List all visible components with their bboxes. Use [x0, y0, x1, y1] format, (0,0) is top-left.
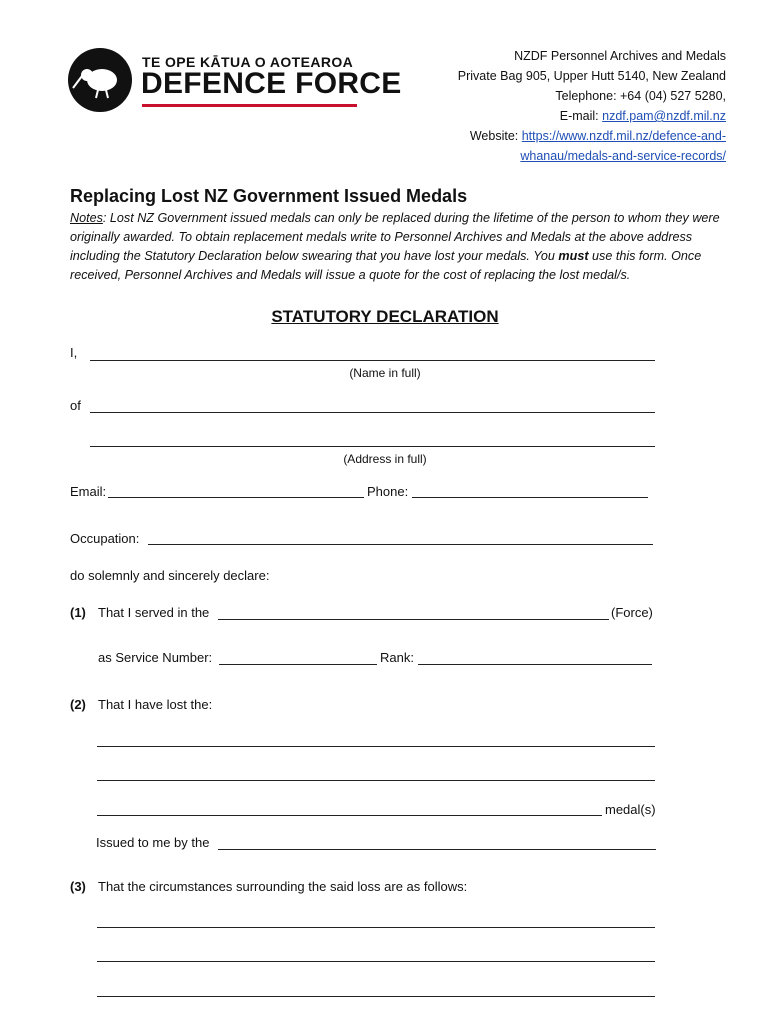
item2-text: That I have lost the: [98, 697, 213, 712]
circumstances-field-line2[interactable] [97, 961, 655, 962]
notes-must: must [558, 249, 589, 263]
issued-label: Issued to me by the [96, 835, 210, 850]
contact-line-address: Private Bag 905, Upper Hutt 5140, New Zealand [457, 69, 726, 83]
phone-field-label: Phone: [367, 484, 409, 499]
rank-field[interactable] [418, 664, 652, 665]
item3-text: That the circumstances surrounding the said loss are as follows: [98, 879, 468, 894]
lost-medals-field-line1[interactable] [97, 746, 655, 747]
email-field[interactable] [108, 497, 364, 498]
contact-block [458, 46, 726, 166]
name-field[interactable] [90, 360, 655, 361]
name-caption: (Name in full) [349, 366, 421, 380]
medals-label: medal(s) [605, 802, 656, 817]
notes-text-1: : Lost NZ Government issued medals can only be replaced during the lifetime of the person to whom they were originally awarded. To obtain replacement medals write to Personnel Archives and Medals at the above address including the Statutory Declaration below swearing that you have lost your medals. You [70, 211, 720, 263]
notes-text-2: use this form. Once received, Personnel Archives and Medals will issue a quote for the cost of replacing the lost medal/s. [70, 249, 702, 282]
item3-number: (3) [70, 879, 86, 894]
service-number-field[interactable] [219, 664, 377, 665]
declaration-heading: STATUTORY DECLARATION [271, 307, 499, 326]
address-caption: (Address in full) [343, 452, 427, 466]
website-link-part1[interactable]: https://www.nzdf.mil.nz/defence-and- [521, 129, 726, 143]
issued-by-field[interactable] [218, 849, 656, 850]
logo-title: DEFENCE FORCE [141, 67, 402, 100]
email-link[interactable]: nzdf.pam@nzdf.mil.nz [602, 109, 726, 123]
of-label: of [70, 398, 81, 413]
lost-medals-field-line2[interactable] [97, 780, 655, 781]
item1-number: (1) [70, 605, 86, 620]
email-label: E-mail: [559, 109, 603, 123]
item2-number: (2) [70, 697, 86, 712]
contact-line-website-cont [458, 146, 726, 166]
contact-line-archives: NZDF Personnel Archives and Medals [514, 49, 726, 63]
i-label: I, [70, 345, 78, 360]
force-field[interactable] [218, 619, 609, 620]
phone-field[interactable] [412, 497, 648, 498]
service-number-label: as Service Number: [98, 650, 213, 665]
force-label: (Force) [611, 605, 653, 620]
email-field-label: Email: [70, 484, 107, 499]
notes-label: Notes [70, 211, 103, 225]
occupation-field[interactable] [148, 544, 653, 545]
item1-text: That I served in the [98, 605, 210, 620]
page-title: Replacing Lost NZ Government Issued Medals [70, 186, 468, 206]
lost-medals-field-line3[interactable] [97, 815, 602, 816]
notes-paragraph [70, 209, 742, 285]
address-field-line2[interactable] [90, 446, 655, 447]
logo-subtitle: TE OPE KĀTUA O AOTEAROA [142, 54, 354, 70]
contact-line-telephone: Telephone: +64 (04) 527 5280, [555, 89, 726, 103]
contact-line-website [458, 126, 726, 146]
circumstances-field-line3[interactable] [97, 996, 655, 997]
website-label: Website: [469, 129, 522, 143]
circumstances-field-line1[interactable] [97, 927, 655, 928]
website-link-part2[interactable]: whanau/medals-and-service-records/ [520, 149, 726, 163]
kiwi-logo-icon [68, 48, 132, 112]
contact-line-email [458, 106, 726, 126]
occupation-label: Occupation: [70, 531, 140, 546]
logo-red-bar [142, 104, 357, 107]
declare-text: do solemnly and sincerely declare: [70, 568, 270, 583]
rank-label: Rank: [380, 650, 414, 665]
address-field-line1[interactable] [90, 412, 655, 413]
